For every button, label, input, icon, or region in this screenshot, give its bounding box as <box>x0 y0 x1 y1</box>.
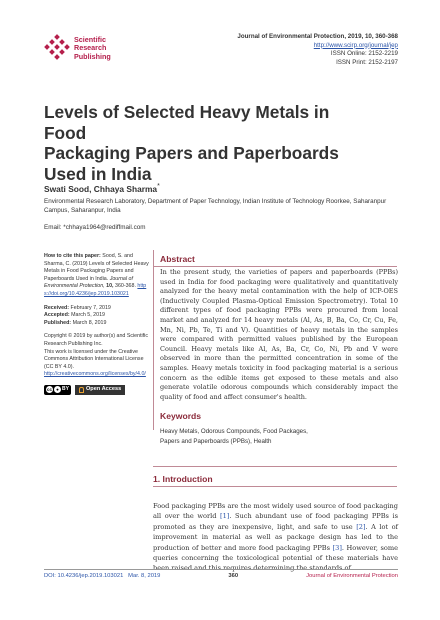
citation-block <box>44 253 152 299</box>
accepted-label: Accepted: <box>44 312 70 319</box>
publisher-name-line: Publishing <box>74 51 111 61</box>
article-info-sidebar <box>44 253 152 395</box>
publisher-name-line: Scientific <box>74 35 106 44</box>
reference-link[interactable]: [2] <box>356 522 366 531</box>
license-block <box>44 333 152 379</box>
abstract-text: In the present study, the varieties of papers and paperboards (PPBs) used in India for food packaging were qualitatively and quantitatively analyzed for the heavy metal contamination with the help of ICP-OES (Inductively Coupled Plasma-Optical Emission Spectrometry). Total 10 different types of food packaging PPBs were procured from local market and analyzed for 14 heavy metals (Al, As, B, Ba, Co, Cr, Cu, Fe, Mn, Ni, Pb, Te, Ti and V). Quantities of heavy metals in the samples were compared with permitted values published by the European Council. Heavy metals like Al, As, Ba, Cr, Co, Ni, Pb and V were observed in more than the permitted concentration in some of the samples. Heavy metals toxicity in food packaging material is a serious concern as the edible items get exposed to these metals and also generate volatile odorous compounds which considerably impact the quality of food and affect consumer's health. <box>160 268 398 401</box>
received-date: February 7, 2019 <box>70 304 111 311</box>
publisher-logo-icon <box>44 34 70 60</box>
cite-label: How to cite this paper: <box>44 253 101 259</box>
accepted-date: March 5, 2019 <box>71 312 105 319</box>
license-text: This work is licensed under the Creative Commons Attribution International License (CC BY 4.0). <box>44 348 144 370</box>
issn-online: ISSN Online: 2152-2219 <box>330 50 398 58</box>
title-line: Packaging Papers and Paperboards <box>44 143 339 163</box>
footer-doi-link[interactable]: DOI: 10.4236/jep.2019.103021 <box>44 573 124 579</box>
cite-doi-link[interactable]: https://doi.org/10.4236/jep.2019.103021 <box>44 283 147 297</box>
journal-meta <box>237 33 398 67</box>
title-line: Used in India <box>44 163 152 184</box>
published-label: Published: <box>44 319 72 326</box>
reference-link[interactable]: [1] <box>220 512 230 521</box>
intro-text-part: Food packaging PPBs are the most widely used source of food packaging all over the world <box>153 502 398 521</box>
intro-text-part: . Such abundant use of food packaging PPBs is promoted as they are inexpensive, light, and safe to use <box>153 512 398 531</box>
keywords-list <box>160 427 398 446</box>
affiliation <box>44 198 394 216</box>
reference-link[interactable]: [3] <box>332 543 342 552</box>
publisher-name-line: Research <box>74 43 107 53</box>
corresponding-mark: * <box>157 183 160 190</box>
authors <box>44 183 160 194</box>
article-title <box>44 102 374 184</box>
intro-text-part: . However, some queries concerning the toxicological potential of these materials have been raised and this requires determining the standards of <box>153 543 398 573</box>
person-icon: ● <box>54 386 61 393</box>
cite-journal: Journal of Environmental Protection, <box>44 275 133 290</box>
cc-icon: cc <box>46 387 52 393</box>
introduction-text <box>153 501 398 574</box>
keywords-line: Heavy Metals, Odorous Compounds, Food Packages, <box>160 428 308 435</box>
keywords-line: Papers and Paperboards (PPBs), Health <box>160 437 272 445</box>
publisher-name <box>74 36 111 61</box>
abstract-rule <box>153 266 397 267</box>
cc-by-label: BY <box>62 385 69 392</box>
journal-citation: Journal of Environmental Protection, 2019, 10, 360-368 <box>237 33 398 40</box>
title-line: Levels of Selected Heavy Metals in Food <box>44 102 330 143</box>
license-badges <box>44 385 152 395</box>
email: Email: *chhaya1964@rediffmail.com <box>44 224 146 231</box>
cite-pages: 360-368. <box>115 283 136 290</box>
introduction-heading: 1. Introduction <box>153 474 213 484</box>
received-label: Received: <box>44 304 70 311</box>
license-link[interactable]: http://creativecommons.org/licenses/by/4.0/ <box>44 371 146 378</box>
column-divider <box>153 250 154 430</box>
page-footer <box>44 569 398 579</box>
issn-print: ISSN Print: 2152-2197 <box>336 58 398 66</box>
open-lock-icon <box>79 387 84 393</box>
abstract-heading: Abstract <box>160 254 195 264</box>
footer-date: Mar. 8, 2019 <box>128 573 161 579</box>
published-date: March 8, 2019 <box>72 319 107 326</box>
copyright: Copyright © 2019 by author(s) and Scientific Research Publishing Inc. <box>44 333 149 347</box>
open-access-label: Open Access <box>85 385 122 392</box>
intro-rule <box>153 486 397 487</box>
journal-url-link[interactable]: http://www.scirp.org/journal/jep <box>313 41 398 49</box>
open-access-badge[interactable] <box>75 385 125 395</box>
intro-text-part: . A lot of improvement in material as well as package design has led to the production of better and more food packaging PPBs <box>153 522 398 552</box>
affiliation-line: Campus, Saharanpur, India <box>44 206 121 214</box>
cite-volume: 10, <box>106 283 114 290</box>
affiliation-line: Environmental Research Laboratory, Department of Paper Technology, Indian Institute of Technology Roorkee, Saharanpur <box>44 198 387 205</box>
keywords-heading: Keywords <box>160 411 202 421</box>
cite-text: Sood, S. and Sharma, C. (2019) Levels of Selected Heavy Metals in Food Packaging Papers and Paperboards Used in India. <box>44 253 149 282</box>
footer-left <box>44 573 160 579</box>
page-number: 360 <box>228 573 239 579</box>
footer-journal: Journal of Environmental Protection <box>306 573 398 579</box>
dates-block <box>44 305 152 328</box>
intro-top-rule <box>153 466 397 467</box>
author-names: Swati Sood, Chhaya Sharma <box>44 183 158 194</box>
cc-by-badge[interactable] <box>44 385 71 395</box>
